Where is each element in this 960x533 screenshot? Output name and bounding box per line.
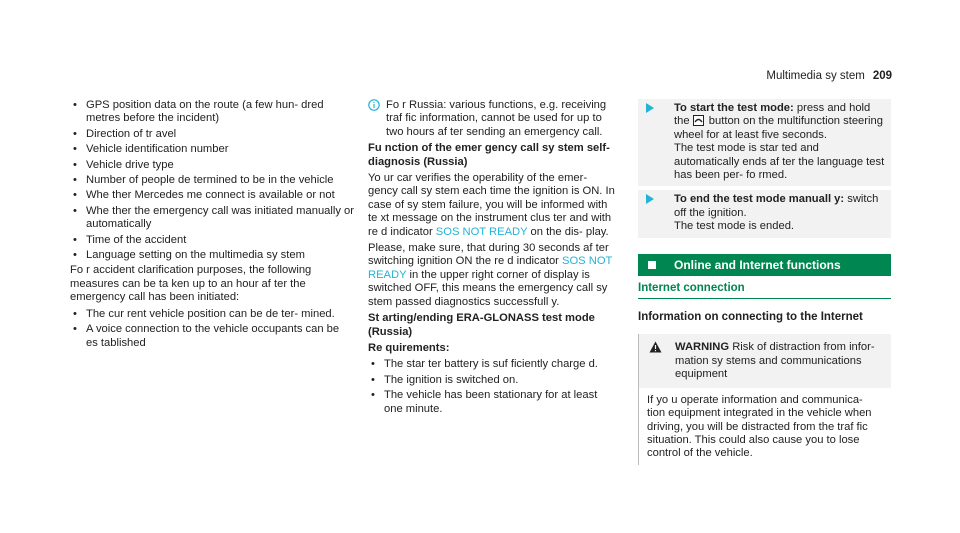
column-1 [70, 99, 354, 352]
list-item: • A voice connection to the vehicle occupants can be es tablished [70, 323, 354, 350]
text: button on the multifunction steering wheel for at least five seconds. [674, 115, 883, 141]
info-icon [368, 99, 380, 111]
text: The test mode is ended. [674, 220, 795, 233]
list-item: • Language setting on the multimedia sy stem [70, 249, 354, 262]
column-2 [368, 99, 618, 418]
column-3 [638, 99, 891, 465]
text: in the upper right corner of display is switched OFF, this means the emergency call sy stem passed diagnostics successfull y. [368, 268, 608, 308]
requirements-list [368, 358, 618, 416]
section-heading: St arting/ending ERA-GLONASS test mode (Russia) [368, 312, 595, 338]
paragraph [368, 242, 618, 309]
section-marker-icon [648, 261, 656, 269]
text: The test mode is star ted and automatically ends af ter the language test has been per- fo rmed. [674, 142, 885, 182]
warning-body: If yo u operate information and communica- tion equipment integrated in the vehicle when driving, you will be distracted from the traf fic situation. This could also cause you to lose control of the vehicle. [639, 388, 891, 465]
paragraph [368, 172, 618, 239]
warning-triangle-icon [649, 341, 662, 353]
data-list [70, 99, 354, 262]
text: Yo ur car verifies the operability of the emer- gency call sy stem each time the ignition is ON. In case of sy stem failure, you will be informed with te xt message on the instrument clus ter and with re d indicator [368, 172, 615, 238]
note [368, 99, 618, 139]
text: press and hold the [674, 102, 871, 128]
warning-header [639, 334, 891, 387]
section-heading: Fu nction of the emer gency call sy stem self- diagnosis (Russia) [368, 142, 610, 168]
step-title: To start the test mode: [674, 102, 794, 114]
list-item: • Number of people de termined to be in the vehicle [70, 174, 354, 187]
step-title: To end the test mode manuall y: [674, 193, 845, 206]
section-heading: Information on connecting to the Internet [638, 311, 863, 324]
step-start-test-mode [638, 99, 891, 186]
steering-wheel-phone-icon [693, 115, 704, 126]
warning-box [638, 334, 891, 464]
subheading: Internet connection [638, 276, 891, 299]
text: on the dis- play. [530, 225, 609, 238]
sos-indicator-text: SOS NOT READY [368, 255, 613, 281]
text: Please, make sure, that during 30 seconds af ter switching ignition ON the re d indicator [368, 242, 609, 268]
measures-list [70, 308, 354, 350]
arrow-icon [646, 194, 654, 204]
list-item: • GPS position data on the route (a few hun- dred metres before the incident) [70, 99, 354, 126]
list-item: • Time of the accident [70, 234, 354, 247]
paragraph: Fo r accident clarification purposes, the following measures can be ta ken up to an hour af ter the emergency call has been initiated: [70, 264, 312, 304]
step-end-test-mode [638, 190, 891, 237]
section-bar [638, 254, 891, 276]
text: switch off the ignition. [674, 193, 879, 219]
header-section: Multimedia sy stem [766, 70, 865, 82]
page-header [766, 70, 892, 83]
list-item: • The vehicle has been stationary for at least one minute. [368, 389, 618, 416]
section-bar-title: Online and Internet functions [674, 257, 841, 272]
list-item: • The star ter battery is suf ficiently charge d. [368, 358, 618, 371]
list-item: • The ignition is switched on. [368, 374, 618, 387]
note-text: Fo r Russia: various functions, e.g. receiving traf fic information, cannot be used for up to two hours af ter sending an emergency call. [386, 99, 607, 138]
sos-indicator-text: SOS NOT READY [435, 225, 528, 238]
list-item: • Whe ther the emergency call was initiated manually or automatically [70, 205, 354, 232]
page-number: 209 [872, 70, 892, 82]
list-item: • Vehicle drive type [70, 159, 354, 172]
list-item: • Vehicle identification number [70, 143, 354, 156]
list-item: • The cur rent vehicle position can be de ter- mined. [70, 308, 354, 321]
requirements-label: Re quirements: [368, 341, 450, 354]
list-item: • Whe ther Mercedes me connect is available or not [70, 189, 354, 202]
list-item: • Direction of tr avel [70, 128, 354, 141]
arrow-icon [646, 103, 654, 113]
warning-title: WARNING [675, 341, 730, 354]
warning-summary: Risk of distraction from infor- mation sy stems and communications equipment [675, 341, 875, 381]
